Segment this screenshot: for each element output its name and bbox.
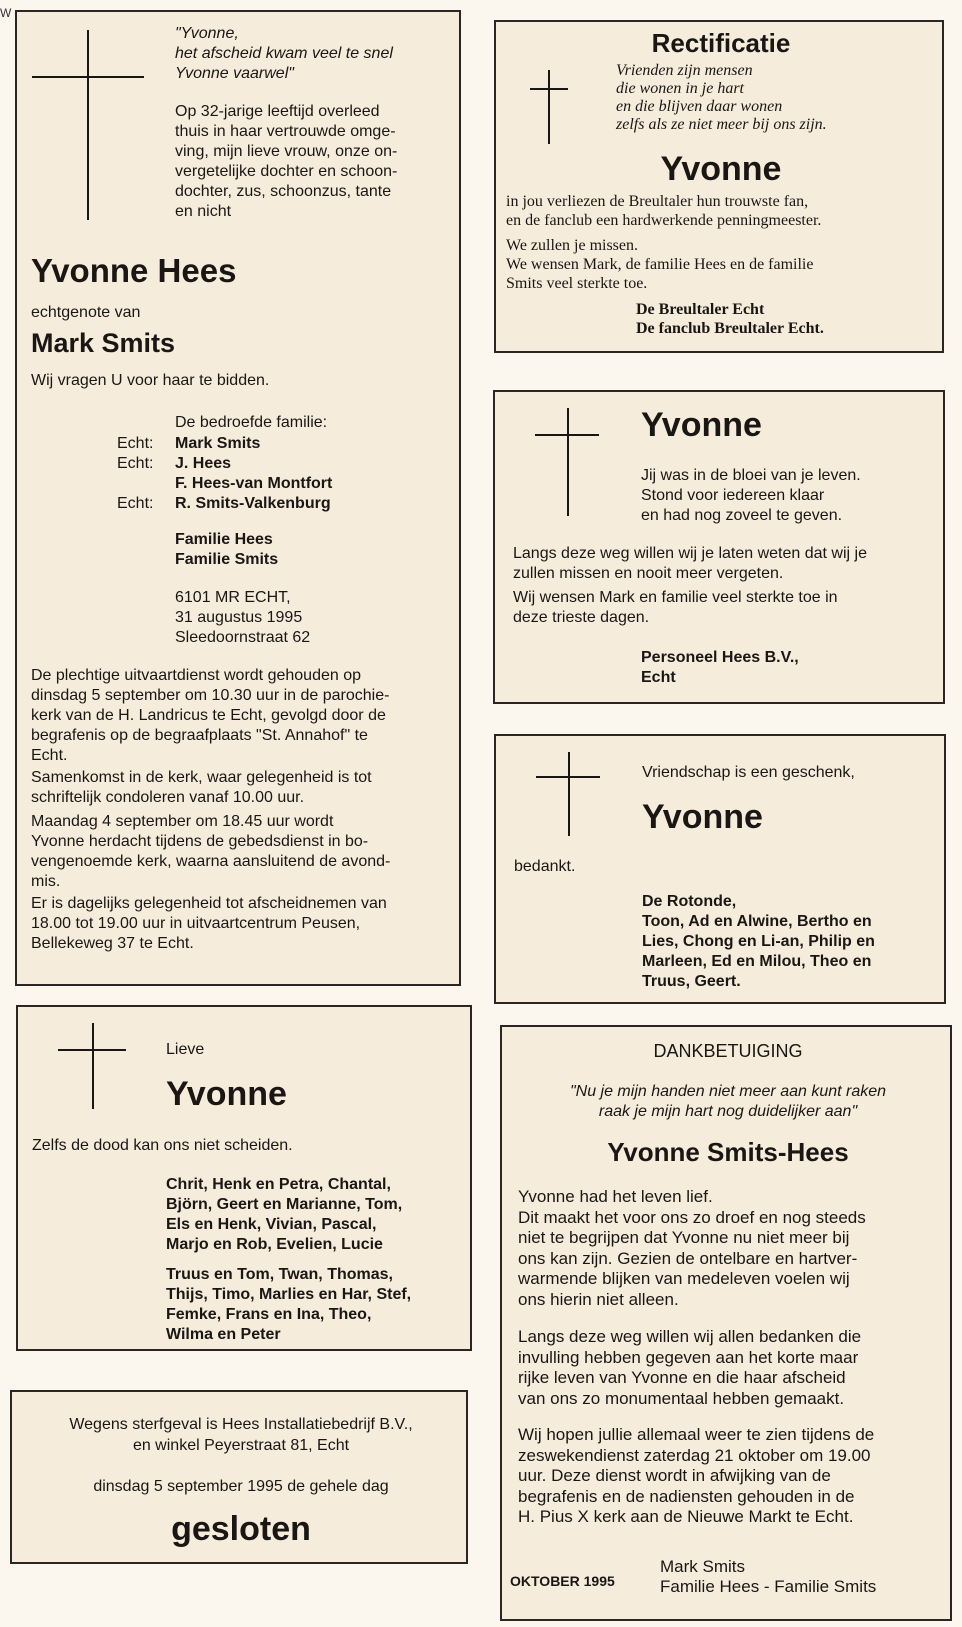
notice-rotonde <box>494 734 946 1004</box>
friends-group-1: Chrit, Henk en Petra, Chantal, Björn, Geert en Marianne, Tom, Els en Henk, Vivian, Pascal, Marjo en Rob, Evelien, Lucie <box>166 1176 403 1253</box>
rectificatie-title: Rectificatie <box>651 28 791 58</box>
dank-signers: Mark Smits Familie Hees - Familie Smits <box>660 1557 877 1596</box>
prayer-line: Wij vragen U voor haar te bidden. <box>31 372 270 389</box>
full-name: Yvonne Smits-Hees <box>607 1137 849 1167</box>
name-yvonne: Yvonne <box>641 406 762 444</box>
spouse-label: echtgenote van <box>31 304 141 321</box>
notice-rectificatie <box>494 20 944 353</box>
cross-icon <box>567 408 569 516</box>
friends-group-2: Truus en Tom, Twan, Thomas, Thijs, Timo, Marlies en Har, Stef, Femke, Frans en Ina, Theo, Wilma en Peter <box>166 1266 412 1343</box>
family-row: Echt: Mark Smits <box>117 435 261 452</box>
notice-personeel <box>493 390 945 704</box>
never-apart-line: Zelfs de dood kan ons niet scheiden. <box>32 1137 293 1154</box>
dank-month: OKTOBER 1995 <box>510 1573 615 1589</box>
funeral-paragraph: De plechtige uitvaartdienst wordt gehouden op dinsdag 5 september om 10.30 uur in de parochie- kerk van de H. Landricus te Echt, gevolgd door de begrafenis op de begraafplaats "St. Annahof" te Echt. <box>31 667 390 764</box>
friendship-line: Vriendschap is een geschenk, <box>642 764 855 781</box>
memorial-paragraph: Maandag 4 september om 18.45 uur wordt Yvonne herdacht tijdens de gebedsdienst in bo- vengenoemde kerk, waarna aansluitend de avond- mis. <box>31 813 391 890</box>
friendship-poem: Vrienden zijn mensen die wonen in je hart en die blijven daar wonen zelfs als ze niet meer bij ons zijn. <box>616 62 827 133</box>
dank-paragraph-2: Langs deze weg willen wij allen bedanken die invulling hebben gegeven aan het korte maar rijke leven van Yvonne en die haar afscheid van ons zo monumentaal hebben gemaakt. <box>518 1327 862 1408</box>
cross-icon <box>92 1023 94 1109</box>
fan-text: in jou verliezen de Breultaler hun trouwste fan, en de fanclub een hardwerkende penningmeester. <box>506 193 822 229</box>
name-yvonne: Yvonne <box>166 1075 287 1113</box>
closure-text: Wegens sterfgeval is Hees Installatiebedrijf B.V., en winkel Peyerstraat 81, Echt <box>69 1416 413 1454</box>
signers: De Breultaler Echt De fanclub Breultaler Echt. <box>636 301 824 337</box>
gathering-paragraph: Samenkomst in de kerk, waar gelegenheid is tot schriftelijk condoleren vanaf 10.00 uur. <box>31 769 372 806</box>
cross-icon <box>548 70 550 144</box>
cross-icon <box>87 30 89 220</box>
family-row: Echt: J. Hees <box>117 455 232 472</box>
notice-yvonne-hees <box>15 10 461 986</box>
dank-paragraph-3: Wij hopen jullie allemaal weer te zien tijdens de zeswekendienst zaterdag 21 oktober om 19.00 uur. Deze dienst wordt in afwijking van de begrafenis en de nadiensten gehouden in de H. Pius X kerk aan de Nieuwe Markt te Echt. <box>518 1425 875 1526</box>
cross-icon <box>568 752 570 836</box>
family-list <box>117 434 332 514</box>
notice-dankbetuiging <box>500 1025 952 1621</box>
intro-text: Op 32-jarige leeftijd overleed thuis in haar vertrouwde omge- ving, mijn lieve vrouw, onze on- vergetelijke dochter en schoon- dochter, zus, schoonzus, tante en nicht <box>175 103 398 220</box>
family-row: F. Hees-van Montfort <box>175 475 333 492</box>
thanks-word: bedankt. <box>514 858 576 875</box>
wish-text: We zullen je missen. We wensen Mark, de familie Hees en de familie Smits veel sterkte toe. <box>506 237 814 292</box>
signers: Personeel Hees B.V., Echt <box>641 649 799 686</box>
opening-quote: "Yvonne, het afscheid kwam veel te snel Yvonne vaarwel" <box>175 25 393 82</box>
family-row: Echt: R. Smits-Valkenburg <box>117 495 331 512</box>
name-yvonne: Yvonne <box>642 798 763 836</box>
closed-word: gesloten <box>171 1510 311 1548</box>
address: 6101 MR ECHT, 31 augustus 1995 Sleedoornstraat 62 <box>175 589 311 646</box>
dank-title: DANKBETUIGING <box>653 1041 803 1061</box>
name-yvonne: Yvonne <box>660 150 782 188</box>
spouse-name: Mark Smits <box>31 328 176 358</box>
families: Familie Hees Familie Smits <box>175 531 279 568</box>
wish-text: Wij wensen Mark en familie veel sterkte toe in deze trieste dagen. <box>513 589 838 626</box>
dank-paragraph-1: Yvonne had het leven lief. Dit maakt het voor ons zo droef en nog steeds niet te begrijpen dat Yvonne nu niet meer bij ons kan zijn. Gezien de ontelbare en hartver- warmende blijken van medeleven voelen wij ons hierin niet alleen. <box>518 1187 866 1309</box>
notice-lieve-yvonne <box>16 1005 472 1351</box>
corner-mark: W <box>0 6 12 20</box>
deceased-name: Yvonne Hees <box>31 252 237 289</box>
dank-quote: "Nu je mijn handen niet meer aan kunt raken raak je mijn hart nog duidelijker aan" <box>569 1083 887 1120</box>
notice-closed <box>10 1390 468 1564</box>
family-heading: De bedroefde familie: <box>175 414 328 431</box>
lieve-label: Lieve <box>166 1041 205 1058</box>
signers: De Rotonde, Toon, Ad en Alwine, Bertho en Lies, Chong en Li-an, Philip en Marleen, Ed en Milou, Theo en Truus, Geert. <box>642 893 875 990</box>
viewing-paragraph: Er is dagelijks gelegenheid tot afscheidnemen van 18.00 tot 19.00 uur in uitvaartcentrum Peusen, Bellekeweg 37 te Echt. <box>31 895 387 952</box>
remember-text: Langs deze weg willen wij je laten weten dat wij je zullen missen en nooit meer vergeten. <box>513 545 867 582</box>
closure-date: dinsdag 5 september 1995 de gehele dag <box>93 1478 389 1495</box>
verse: Jij was in de bloei van je leven. Stond voor iedereen klaar en had nog zoveel te geven. <box>641 467 861 524</box>
